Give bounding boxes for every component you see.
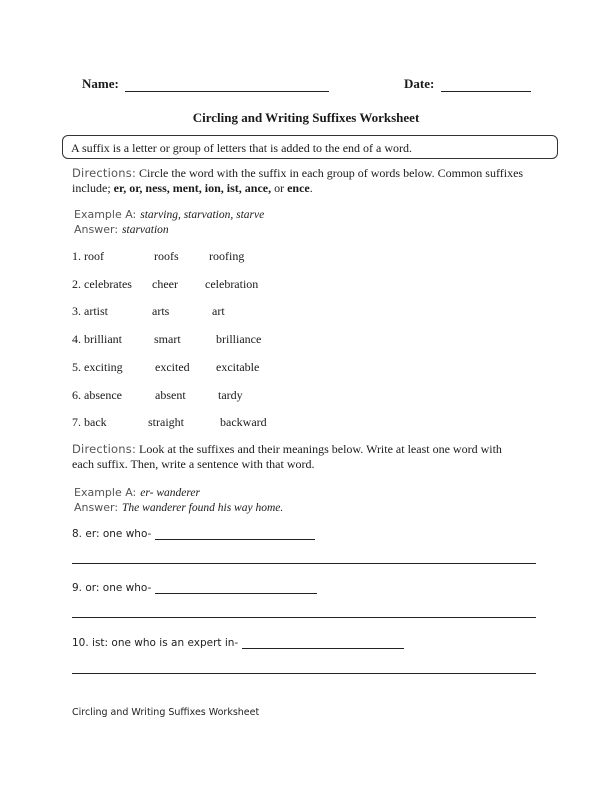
- question-row: [72, 415, 332, 431]
- name-field-row: [82, 76, 329, 92]
- word-choice[interactable]: celebrates: [84, 277, 132, 291]
- question-row: [72, 360, 332, 376]
- question-row: [72, 332, 332, 348]
- question-number: 2.: [72, 277, 81, 291]
- sentence-answer-line[interactable]: [72, 563, 536, 564]
- question-row: [72, 249, 332, 265]
- word-choice[interactable]: absent: [155, 388, 186, 402]
- part2-answer-label: Answer:: [74, 501, 119, 514]
- question-number: 1.: [72, 249, 81, 263]
- question-number: 5.: [72, 360, 81, 374]
- word-choice[interactable]: excitable: [216, 360, 260, 374]
- part1-answer-label: Answer:: [74, 223, 119, 236]
- part1-directions-text-1: Circle the word with the suffix in each group of words below. Common suffixes: [139, 166, 524, 180]
- word-choice[interactable]: back: [84, 415, 107, 429]
- word-choice[interactable]: smart: [154, 332, 181, 346]
- word-answer-line[interactable]: [155, 539, 315, 540]
- name-input-line[interactable]: [125, 91, 329, 92]
- part2-answer-text: The wanderer found his way home.: [122, 502, 284, 514]
- part1-suffix-list: er, or, ness, ment, ion, ist, ance,: [113, 181, 272, 195]
- date-input-line[interactable]: [441, 91, 531, 92]
- part2-directions-label: Directions:: [72, 442, 137, 456]
- part2-directions-text-2: each suffix. Then, write a sentence with that word.: [72, 457, 315, 471]
- word-choice[interactable]: absence: [84, 388, 122, 402]
- prompt-row: [72, 528, 315, 540]
- question-number: 3.: [72, 304, 81, 318]
- word-choice[interactable]: backward: [220, 415, 267, 429]
- page-footer: Circling and Writing Suffixes Worksheet: [72, 707, 260, 718]
- word-choice[interactable]: art: [212, 304, 225, 318]
- word-choice[interactable]: roofing: [209, 249, 245, 263]
- word-choice[interactable]: exciting: [84, 360, 123, 374]
- worksheet-title: Circling and Writing Suffixes Worksheet: [192, 110, 420, 125]
- question-row: [72, 304, 332, 320]
- sentence-answer-line[interactable]: [72, 673, 536, 674]
- part1-example: [74, 207, 264, 237]
- part1-directions-label: Directions:: [72, 166, 137, 180]
- part2-example: [74, 485, 283, 515]
- word-choice[interactable]: brilliant: [84, 332, 122, 346]
- part1-example-text: starving, starvation, starve: [140, 209, 265, 221]
- word-answer-line[interactable]: [242, 648, 404, 649]
- word-choice[interactable]: roofs: [154, 249, 179, 263]
- question-number: 6.: [72, 388, 81, 402]
- word-choice[interactable]: artist: [84, 304, 108, 318]
- part2-example-text: er- wanderer: [140, 487, 200, 499]
- part2-directions-text-1: Look at the suffixes and their meanings below. Write at least one word with: [139, 442, 502, 456]
- part1-directions-end: .: [309, 181, 313, 195]
- part2-example-label: Example A:: [74, 486, 137, 499]
- question-row: [72, 277, 332, 293]
- date-label: Date:: [404, 76, 435, 91]
- word-choice[interactable]: cheer: [152, 277, 178, 291]
- prompt-row: [72, 637, 404, 649]
- word-choice[interactable]: tardy: [218, 388, 243, 402]
- word-choice[interactable]: brilliance: [216, 332, 262, 346]
- part1-suffix-last: ence: [287, 181, 310, 195]
- part2-directions: [72, 442, 552, 472]
- prompt-text: 9. or: one who-: [72, 582, 152, 594]
- prompt-text: 10. ist: one who is an expert in-: [72, 637, 239, 649]
- part1-directions: [72, 166, 552, 196]
- part1-answer-text: starvation: [122, 224, 169, 236]
- word-choice[interactable]: arts: [152, 304, 170, 318]
- sentence-answer-line[interactable]: [72, 617, 536, 618]
- suffix-definition-box: A suffix is a letter or group of letters that is added to the end of a word.: [62, 135, 558, 159]
- word-choice[interactable]: roof: [84, 249, 104, 263]
- part1-directions-or: or: [271, 181, 288, 195]
- date-field-row: [404, 76, 531, 92]
- name-label: Name:: [82, 76, 119, 91]
- word-choice[interactable]: excited: [155, 360, 190, 374]
- word-answer-line[interactable]: [155, 593, 317, 594]
- part1-directions-prefix: include;: [72, 181, 114, 195]
- word-choice[interactable]: straight: [148, 415, 184, 429]
- prompt-text: 8. er: one who-: [72, 528, 152, 540]
- part1-example-label: Example A:: [74, 208, 137, 221]
- question-number: 4.: [72, 332, 81, 346]
- question-row: [72, 388, 332, 404]
- question-number: 7.: [72, 415, 81, 429]
- prompt-row: [72, 582, 317, 594]
- word-choice[interactable]: celebration: [205, 277, 259, 291]
